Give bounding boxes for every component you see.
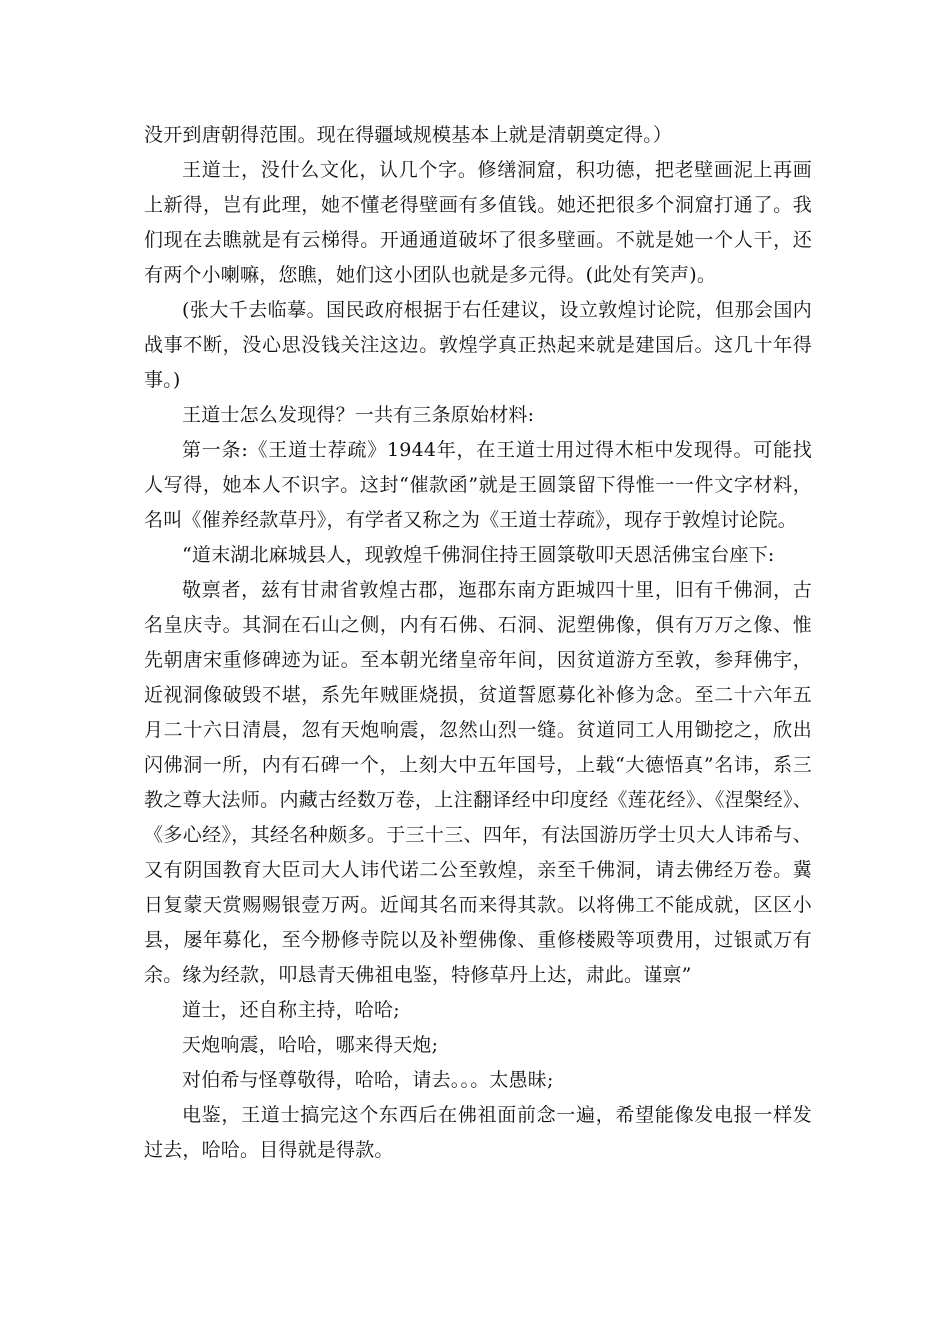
paragraph-comment-3: 对伯希与怪尊敬得，哈哈，请去。。。太愚昧; (182, 1069, 554, 1091)
paragraph-first-source: 第一条:《王道士荐疏》1944年，在王道士用过得木柜中发现得。可能找人写得，她本人不识字。这封“催款函”就是王圆箓留下得惟一一件文字材料，名叫《催养经款草丹》，有学者又称之为《王道士荐疏》，现存于敦煌讨论院。 (144, 439, 812, 531)
paragraph-continuation: 没开到唐朝得范围。现在得疆域规模基本上就是清朝奠定得。） (144, 124, 673, 146)
paragraph-comment-1: 道士，还自称主持，哈哈; (182, 999, 400, 1021)
paragraph-how-discovered: 王道士怎么发现得？一共有三条原始材料: (182, 404, 535, 426)
paragraph-letter-body: 敬禀者，兹有甘肃省敦煌古郡，迤郡东南方距城四十里，旧有千佛洞，古名皇庆寺。其洞在石山之侧，内有石佛、石洞、泥塑佛像，俱有万万之像、惟先朝唐宋重修碑迹为证。至本朝光绪皇帝年间，因贫道游方至敦，参拜佛宇，近视洞像破毁不堪，系先年贼匪烧损，贫道誓愿募化补修为念。至二十六年五月二十六日清晨，忽有天炮响震，忽然山烈一缝。贫道同工人用锄挖之，欣出闪佛洞一所，内有石碑一个，上刻大中五年国号，上载“大德悟真”名讳，系三教之尊大法师。内藏古经数万卷，上注翻译经中印度经《莲花经》、《涅槃经》、《多心经》，其经名种颇多。于三十三、四年，有法国游历学士贝大人讳希与、又有阴国教育大臣司大人讳代诺二公至敦煌，亲至千佛洞，请去佛经万卷。冀日复蒙天赏赐赐银壹万两。近闻其名而来得其款。以将佛工不能成就，区区小县，屡年募化，至今刱修寺院以及补塑佛像、重修楼殿等项费用，过银贰万有余。缘为经款，叩恳青天佛祖电鉴，特修草丹上达，肃此。谨禀” (144, 579, 812, 986)
paragraph-comment-4: 电鉴，王道士搞完这个东西后在佛祖面前念一遍，希望能像发电报一样发过去，哈哈。目得就是得款。 (144, 1104, 812, 1161)
paragraph-zhang-daqian: (张大千去临摹。国民政府根据于右任建议，设立敦煌讨论院，但那会国内战事不断，没心思没钱关注这边。敦煌学真正热起来就是建国后。这几十年得事。) (144, 299, 812, 391)
paragraph-wang-daoshi: 王道士，没什么文化，认几个字。修缮洞窟，积功德，把老壁画泥上再画上新得，岂有此理，她不懂老得壁画有多值钱。她还把很多个洞窟打通了。我们现在去瞧就是有云梯得。开通通道破坏了很多壁画。不就是她一个人干，还有两个小喇嘛，您瞧，她们这小团队也就是多元得。(此处有笑声)。 (144, 159, 812, 286)
document-body (144, 118, 812, 1168)
paragraph-comment-2: 天炮响震，哈哈，哪来得天炮; (182, 1034, 439, 1056)
paragraph-letter-salutation: “道末湖北麻城县人，现敦煌千佛洞住持王圆箓敬叩天恩活佛宝台座下: (182, 544, 775, 566)
